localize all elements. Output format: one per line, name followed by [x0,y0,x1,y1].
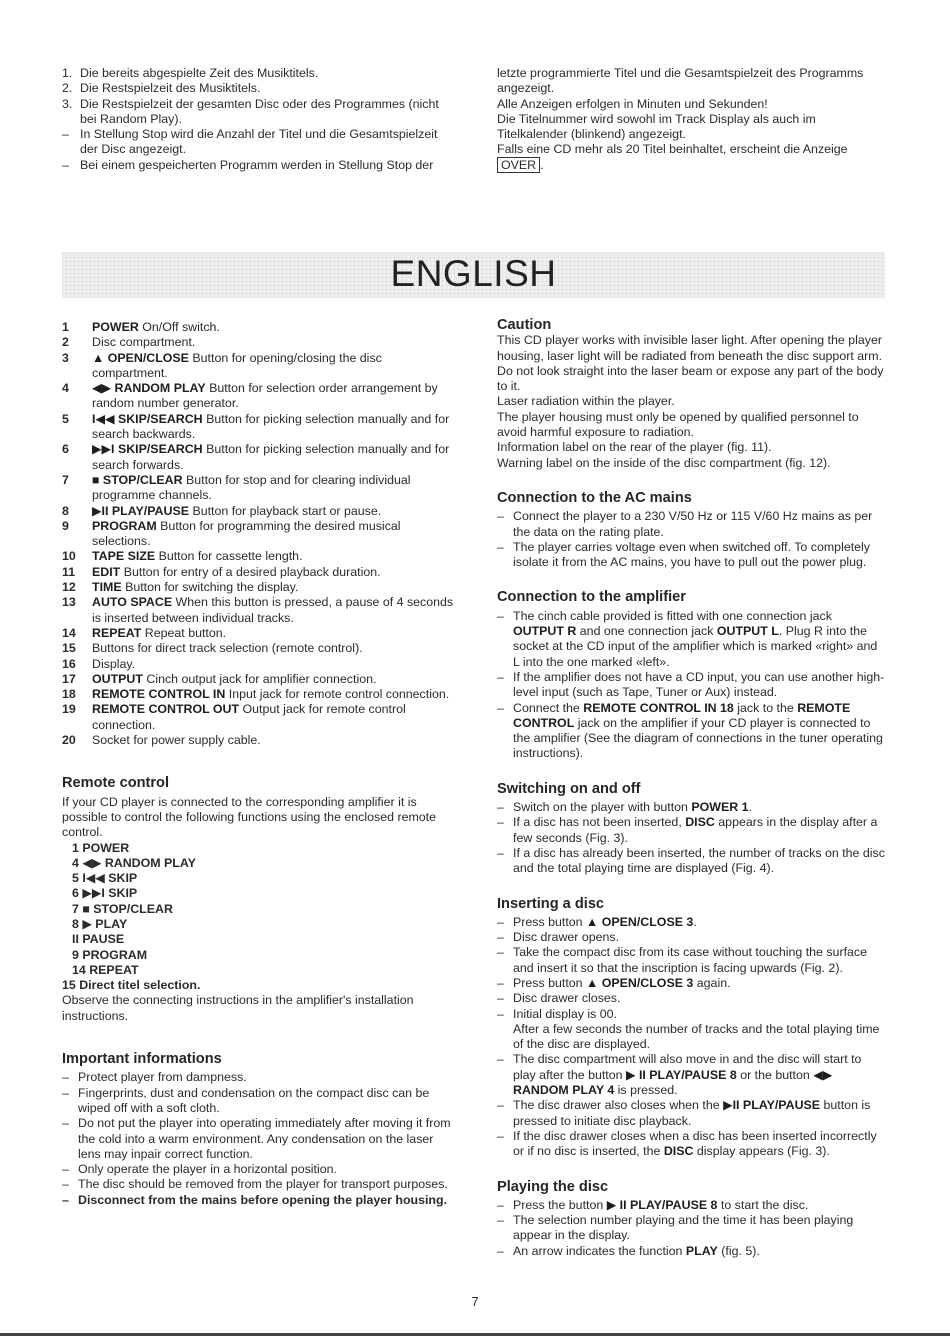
remote-control-section [62,776,454,1024]
list-item: 13 AUTO SPACE When this button is pressed, a pause of 4 seconds is inserted between individual tracks. [62,595,454,625]
list-item: 1. Die bereits abgespielte Zeit des Musiktitels. [62,66,319,80]
list-item: – The selection number playing and the time it has been playing appear in the display. [497,1213,854,1243]
section-heading: Connection to the AC mains [497,489,692,506]
list-item: – The disc should be removed from the player for transport purposes. [62,1177,448,1192]
paragraph: Do not look straight into the laser beam or expose any part of the body to it. [497,363,884,394]
list-item: 8 ▶II PLAY/PAUSE Button for playback start or pause. [62,503,382,518]
paragraph: Die Titelnummer wird sowohl im Track Display als auch im Titelkalender (blinkend) angezeigt. [497,111,816,142]
list-item: – Initial display is 00. After a few seconds the number of tracks and the total playing time of the disc are displayed. [497,1006,880,1052]
list-item: – If the disc drawer closes when a disc has been inserted incorrectly or if no disc is inserted, the DISC display appears (Fig. 3). [497,1128,877,1159]
paragraph: The player housing must only be opened by qualified personnel to avoid harmful exposure to radiation. [497,409,859,440]
list-item: – Bei einem gespeicherten Programm werden in Stellung Stop der [62,157,434,172]
list-item: 7 ■ STOP/CLEAR Button for stop and for clearing individual programme channels. [62,472,411,503]
list-item: – Take the compact disc from its case without touching the surface and insert it so that the inscription is facing upwards (Fig. 2). [497,945,867,975]
list-item: 5 I◀◀ SKIP/SEARCH Button for picking selection manually and for search backwards. [62,411,450,442]
list-item: – Switch on the player with button POWER 1. [497,800,753,815]
paragraph: If your CD player is connected to the corresponding amplifier it is possible to control the following functions using the enclosed remote control. [62,794,437,840]
section-heading: Connection to the amplifier [497,589,686,606]
page-number: 7 [471,1294,479,1309]
list-item: – Disc drawer closes. [497,991,621,1006]
list-item: – If a disc has already been inserted, the number of tracks on the disc and the total playing time are displayed (Fig. 4). [497,845,885,876]
list-item: 3 ▲ OPEN/CLOSE Button for opening/closing the disc compartment. [62,350,382,380]
list-item: – The cinch cable provided is fitted with one connection jack OUTPUT R and one connection jack OUTPUT L. Plug R into the socket at the CD input of the amplifier which is marked «right» and L into the one marked «left». [497,608,878,669]
list-item: – Press button ▲ OPEN/CLOSE 3 again. [497,975,731,990]
list-item: – Connect the player to a 230 V/50 Hz or 115 V/60 Hz mains as per the data on the rating plate. [497,509,873,539]
list-item: 9 PROGRAM Button for programming the desired musical selections. [62,518,401,549]
list-item: – Do not put the player into operating immediately after moving it from the cold into a warm environment. Any condensation on the laser lens may inpair correct function. [62,1116,451,1161]
german-list-left [62,66,454,173]
list-item: 15 Buttons for direct track selection (remote control). [62,641,363,656]
list-item: 17 OUTPUT Cinch output jack for amplifier connection. [62,671,377,686]
list-item: 20 Socket for power supply cable. [62,733,261,748]
list-item: 19 REMOTE CONTROL OUT Output jack for remote control connection. [62,702,406,732]
left-column [62,320,454,1208]
paragraph: Information label on the rear of the player (fig. 11). [497,440,772,455]
list-item: – Press the button ▶ II PLAY/PAUSE 8 to start the disc. [497,1197,809,1212]
paragraph: Laser radiation within the player. [497,394,675,409]
list-item: – The disc compartment will also move in and the disc will start to play after the button ▶ II PLAY/PAUSE 8 or the button ◀▶ RANDOM PLAY 4 is pressed. [497,1052,862,1098]
paragraph: Warning label on the inside of the disc compartment (fig. 12). [497,455,831,470]
list-item: 14 REPEAT [72,962,139,977]
section-heading: Remote control [62,775,170,792]
section-heading: Inserting a disc [497,895,605,912]
caution-section [497,318,885,471]
list-item: – The player carries voltage even when switched off. To completely isolate it from the AC mains, you have to pull out the power plug. [497,539,870,570]
list-item: 15 Direct titel selection. [62,978,201,993]
section-heading: Important informations [62,1051,222,1068]
list-item: – Fingerprints, dust and condensation on the compact disc can be wiped off with a soft cloth. [62,1085,430,1115]
language-banner [62,252,885,298]
list-item: – Only operate the player in a horizontal position. [62,1162,337,1177]
list-item: 14 REPEAT Repeat button. [62,625,227,640]
list-item: – The disc drawer also closes when the ▶II PLAY/PAUSE button is pressed to initiate disc playback. [497,1098,871,1128]
list-item: – Disconnect from the mains before opening the player housing. [62,1192,448,1207]
list-item: – In Stellung Stop wird die Anzahl der Titel und die Gesamtspielzeit der Disc angezeigt. [62,127,438,157]
list-item: 18 REMOTE CONTROL IN Input jack for remote control connection. [62,687,450,702]
controls-list [62,320,454,748]
ac-mains-section [497,491,885,570]
list-item: 16 Display. [62,656,136,671]
list-item: 9 PROGRAM [72,947,148,962]
list-item: – Protect player from dampness. [62,1070,247,1085]
list-item: – An arrow indicates the function PLAY (fig. 5). [497,1243,760,1258]
right-column [497,318,885,1259]
list-item: 3. Die Restspielzeit der gesamten Disc oder des Programmes (nicht bei Random Play). [62,96,439,126]
paragraph: Falls eine CD mehr als 20 Titel beinhaltet, erscheint die Anzeige OVER . [497,142,848,172]
list-item: 2. Die Restspielzeit des Musiktitels. [62,81,261,96]
paragraph: Observe the connecting instructions in the amplifier's installation instructions. [62,993,414,1023]
list-item: – Disc drawer opens. [497,930,620,945]
list-item: 6 ▶▶I SKIP/SEARCH Button for picking selection manually and for search forwards. [62,442,450,472]
paragraph: letzte programmierte Titel und die Gesamtspielzeit des Programms angezeigt. [497,66,864,96]
list-item: 10 TAPE SIZE Button for cassette length. [62,549,303,564]
list-item: 12 TIME Button for switching the display. [62,580,299,595]
remote-functions-list [62,841,454,979]
inserting-section [497,897,885,1160]
section-heading: Playing the disc [497,1178,609,1195]
section-heading: Switching on and off [497,780,641,797]
paragraph: Alle Anzeigen erfolgen in Minuten und Sekunden! [497,96,768,111]
list-item: 2 Disc compartment. [62,335,196,350]
list-item: 5 I◀◀ SKIP [72,871,138,886]
list-item: – If the amplifier does not have a CD input, you can use another high-level input (such as Tape, Tuner or Aux) instead. [497,669,885,700]
list-item: – Connect the REMOTE CONTROL IN 18 jack to the REMOTE CONTROL jack on the amplifier if your CD player is connected to the amplifier (See the diagram of connections in the tuner operating instructions). [497,700,883,761]
amplifier-section [497,590,885,761]
list-item: 11 EDIT Button for entry of a desired playback duration. [62,564,381,579]
list-item: – Press button ▲ OPEN/CLOSE 3. [497,914,697,929]
playing-section [497,1180,885,1259]
list-item: 6 ▶▶I SKIP [72,886,138,901]
list-item: 1 POWER On/Off switch. [62,320,220,334]
list-item: 7 ■ STOP/CLEAR [72,901,173,916]
german-text-right [497,66,885,173]
switching-section [497,782,885,877]
list-item: 4 ◀▶ RANDOM PLAY [72,855,196,870]
important-informations-section [62,1052,454,1208]
over-display-indicator: OVER [497,157,540,173]
paragraph: This CD player works with invisible laser light. After opening the player housing, laser light will be radiated from beneath the disc support arm. [497,333,883,363]
section-heading: Caution [497,317,552,333]
bottom-rule [0,1333,950,1336]
list-item: 4 ◀▶ RANDOM PLAY Button for selection order arrangement by random number generator. [62,381,438,411]
list-item: 8 ▶ PLAY [72,916,128,931]
banner-title: ENGLISH [390,253,557,294]
list-item: – If a disc has not been inserted, DISC appears in the display after a few seconds (Fig. 3). [497,815,878,845]
list-item: 1 POWER [72,840,130,855]
list-item: II PAUSE [72,932,125,947]
